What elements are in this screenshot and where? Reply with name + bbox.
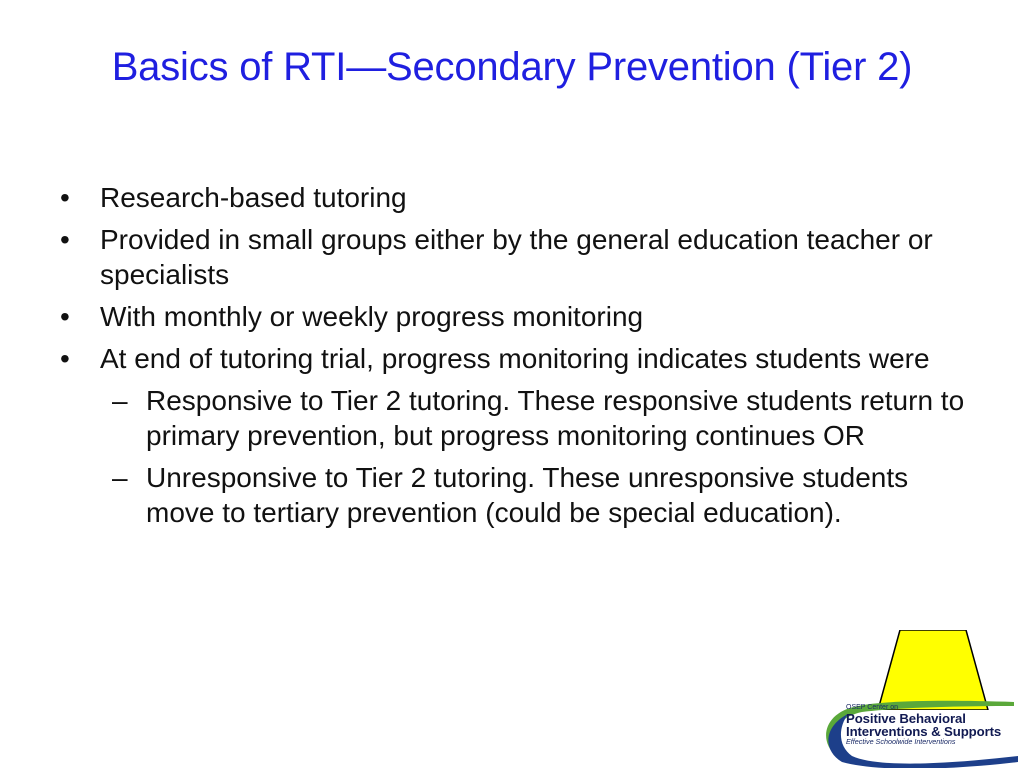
logo-line-osep: OSEP Center on — [846, 704, 899, 711]
logo-text — [846, 704, 1024, 746]
sub-bullet-item — [58, 383, 978, 453]
bullet-marker: • — [60, 182, 70, 213]
logo-line-pbs: Positive Behavioral — [846, 711, 966, 726]
bullet-marker: • — [60, 224, 70, 255]
logo-line-interventions: Interventions & Supports — [846, 724, 1002, 739]
bullet-text: Provided in small groups either by the general education teacher or specialists — [100, 224, 933, 290]
dash-marker: – — [112, 385, 128, 416]
bullet-marker: • — [60, 301, 70, 332]
bullet-item — [58, 222, 978, 292]
dash-marker: – — [112, 462, 128, 493]
bullet-item — [58, 341, 978, 376]
bullet-marker: • — [60, 343, 70, 374]
bullet-text: Research-based tutoring — [100, 182, 407, 213]
slide-title: Basics of RTI—Secondary Prevention (Tier 2) — [111, 45, 913, 89]
bullet-item — [58, 299, 978, 334]
sub-bullet-text: Unresponsive to Tier 2 tutoring. These unresponsive students move to tertiary prevention (could be special education). — [146, 462, 909, 528]
bullet-text: At end of tutoring trial, progress monitoring indicates students were — [100, 343, 930, 374]
sub-bullet-text: Responsive to Tier 2 tutoring. These responsive students return to primary prevention, but progress monitoring continues OR — [146, 385, 965, 451]
bullet-list — [58, 180, 978, 537]
bullet-text: With monthly or weekly progress monitoring — [100, 301, 644, 332]
logo-line-tagline: Effective Schoolwide Interventions — [846, 737, 956, 746]
bullet-item — [58, 180, 978, 215]
pbis-logo — [818, 630, 1024, 768]
sub-bullet-item — [58, 460, 978, 530]
